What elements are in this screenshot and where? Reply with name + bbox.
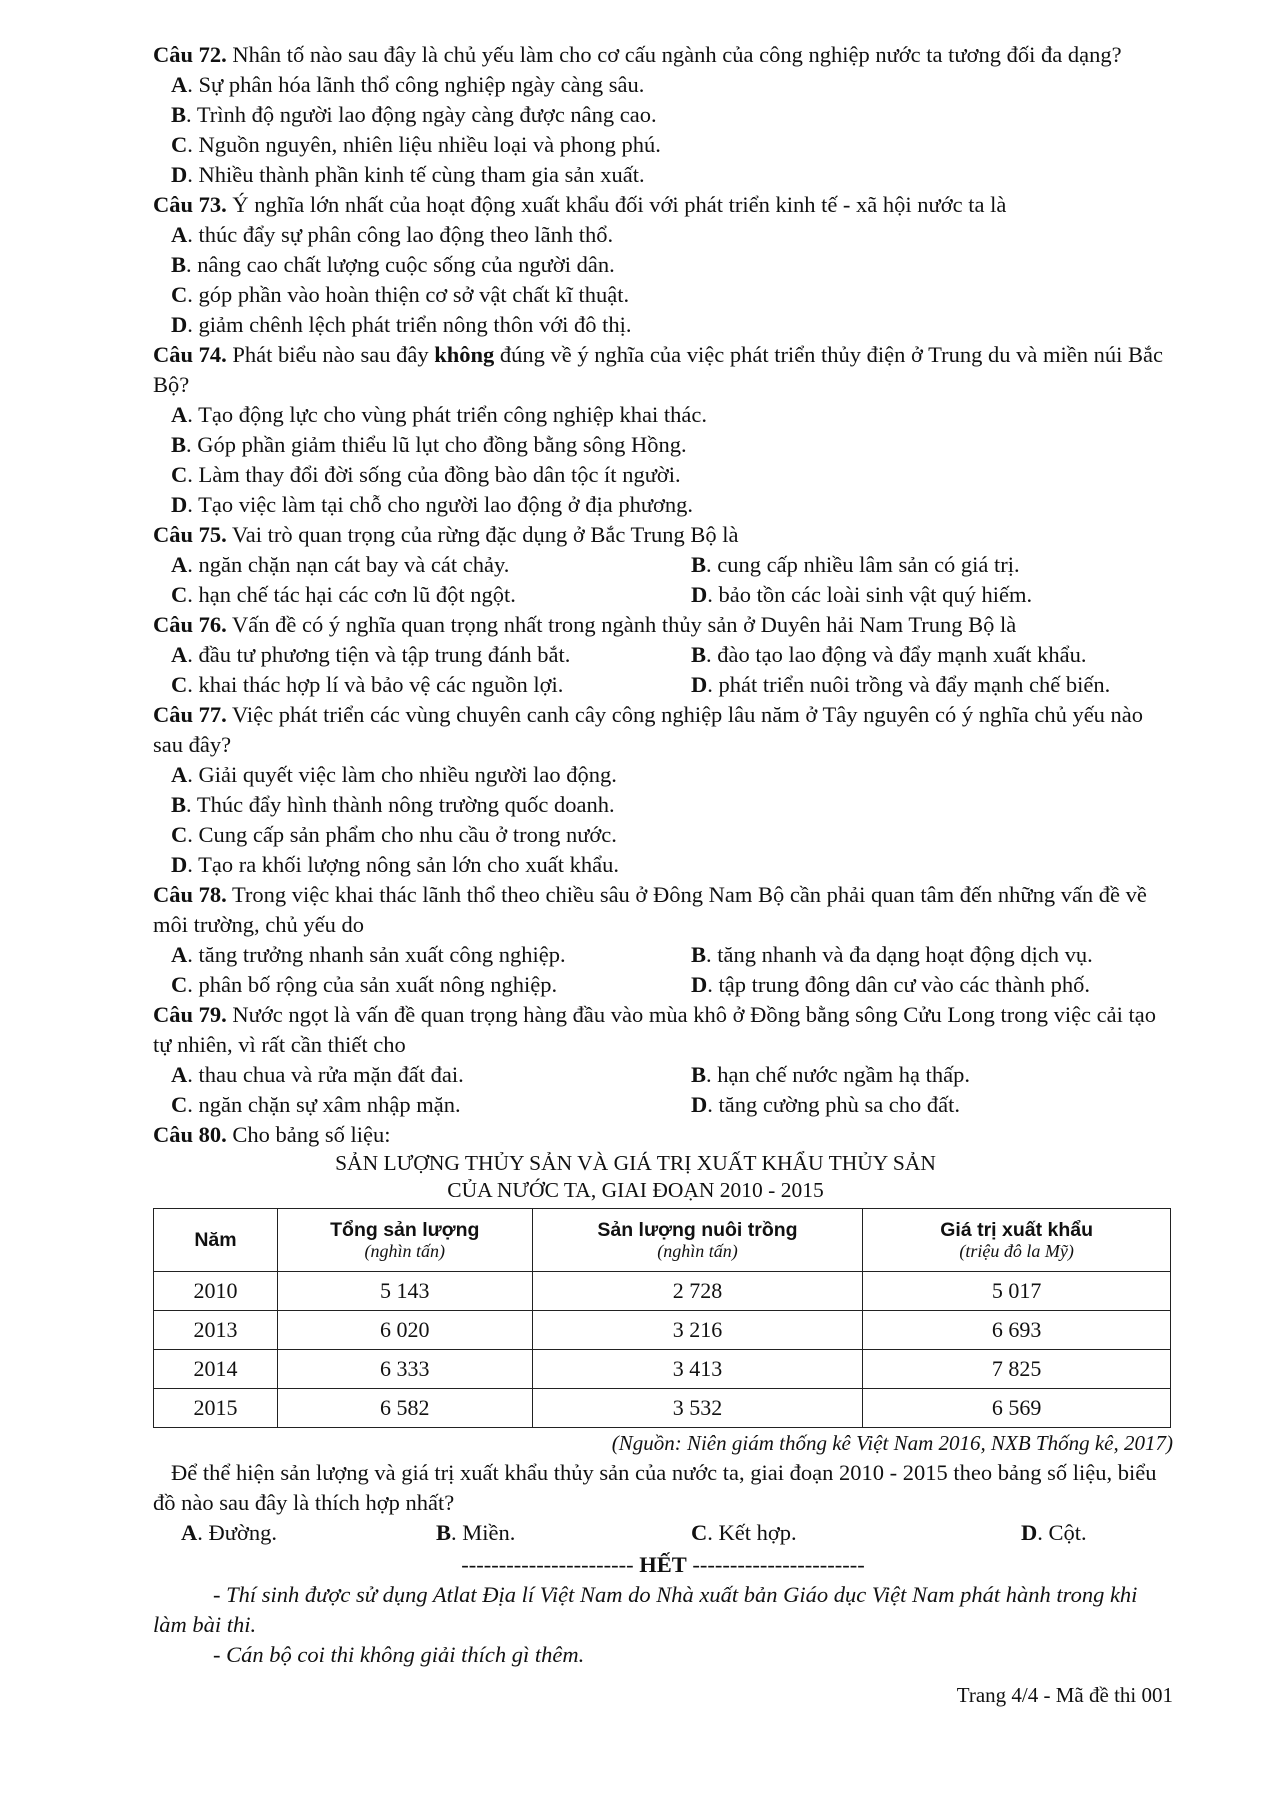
- option-c: C. ngăn chặn sự xâm nhập mặn.: [171, 1092, 461, 1117]
- table-cell: 3 216: [532, 1311, 863, 1350]
- table-title: SẢN LƯỢNG THỦY SẢN VÀ GIÁ TRỊ XUẤT KHẨU THỦY SẢN: [335, 1151, 936, 1175]
- header-aquaculture-output: Sản lượng nuôi trồng (nghìn tấn): [532, 1209, 863, 1272]
- option-b: B. tăng nhanh và đa dạng hoạt động dịch vụ.: [691, 942, 1093, 967]
- emphasis-not: không: [434, 342, 495, 367]
- question-76: [153, 610, 1173, 700]
- option-c: C. Cung cấp sản phẩm cho nhu cầu ở trong nước.: [171, 822, 617, 847]
- option-c: C. Kết hợp.: [691, 1520, 797, 1545]
- option-d: D. tăng cường phù sa cho đất.: [691, 1092, 961, 1117]
- table-header-row: [154, 1209, 1171, 1272]
- question-text: Câu 75. Vai trò quan trọng của rừng đặc dụng ở Bắc Trung Bộ là: [153, 522, 739, 547]
- options-row: [153, 640, 1173, 670]
- question-75: [153, 520, 1173, 610]
- table-source: (Nguồn: Niên giám thống kê Việt Nam 2016, NXB Thống kê, 2017): [611, 1431, 1173, 1455]
- option-a: A. đầu tư phương tiện và tập trung đánh bắt.: [171, 642, 571, 667]
- options-row: [153, 940, 1173, 970]
- option-d: D. phát triển nuôi trồng và đẩy mạnh chế biến.: [691, 672, 1111, 697]
- header-total-output: Tổng sản lượng (nghìn tấn): [277, 1209, 532, 1272]
- table-cell: 6 569: [863, 1389, 1171, 1428]
- header-export-value: Giá trị xuất khẩu (triệu đô la Mỹ): [863, 1209, 1171, 1272]
- table-subtitle: CỦA NƯỚC TA, GIAI ĐOẠN 2010 - 2015: [447, 1178, 824, 1202]
- header-year: Năm: [154, 1209, 278, 1272]
- option-a: A. Đường.: [181, 1520, 277, 1545]
- option-b: B. Thúc đẩy hình thành nông trường quốc doanh.: [171, 792, 615, 817]
- options-row: [153, 970, 1173, 1000]
- option-d: D. tập trung đông dân cư vào các thành phố.: [691, 972, 1090, 997]
- table-cell: 5 017: [863, 1272, 1171, 1311]
- question-number: Câu 76.: [153, 612, 227, 637]
- question-text: Câu 79. Nước ngọt là vấn đề quan trọng hàng đầu vào mùa khô ở Đồng bằng sông Cửu Long trong việc cải tạo tự nhiên, vì rất cần thiết cho: [153, 1002, 1157, 1057]
- table-cell: 3 532: [532, 1389, 863, 1428]
- option-a: A. thúc đẩy sự phân công lao động theo lãnh thổ.: [171, 222, 614, 247]
- table-cell: 7 825: [863, 1350, 1171, 1389]
- option-c: C. Làm thay đổi đời sống của đồng bào dân tộc ít người.: [171, 462, 681, 487]
- option-a: A. thau chua và rửa mặn đất đai.: [171, 1062, 464, 1087]
- table-cell: 2015: [154, 1389, 278, 1428]
- option-b: B. đào tạo lao động và đẩy mạnh xuất khẩu.: [691, 642, 1087, 667]
- option-b: B. Trình độ người lao động ngày càng được nâng cao.: [171, 102, 657, 127]
- data-table: [153, 1208, 1171, 1428]
- option-a: A. Giải quyết việc làm cho nhiều người lao động.: [171, 762, 617, 787]
- table-cell: 3 413: [532, 1350, 863, 1389]
- question-number: Câu 73.: [153, 192, 227, 217]
- options-row: [153, 670, 1173, 700]
- page-footer: Trang 4/4 - Mã đề thi 001: [956, 1683, 1173, 1707]
- table-cell: 6 582: [277, 1389, 532, 1428]
- table-cell: 5 143: [277, 1272, 532, 1311]
- option-b: B. Góp phần giảm thiểu lũ lụt cho đồng bằng sông Hồng.: [171, 432, 687, 457]
- option-b: B. nâng cao chất lượng cuộc sống của người dân.: [171, 252, 615, 277]
- table-cell: 6 333: [277, 1350, 532, 1389]
- question-number: Câu 72.: [153, 42, 227, 67]
- table-cell: 2013: [154, 1311, 278, 1350]
- option-d: D. Cột.: [1021, 1520, 1087, 1545]
- option-c: C. góp phần vào hoàn thiện cơ sở vật chất kĩ thuật.: [171, 282, 630, 307]
- end-marker: ----------------------- HẾT -----------------------: [461, 1552, 865, 1577]
- question-text: Câu 73. Ý nghĩa lớn nhất của hoạt động xuất khẩu đối với phát triển kinh tế - xã hội nước ta là: [153, 192, 1007, 217]
- option-a: A. ngăn chặn nạn cát bay và cát chảy.: [171, 552, 510, 577]
- option-d: D. Tạo ra khối lượng nông sản lớn cho xuất khẩu.: [171, 852, 620, 877]
- question-number: Câu 77.: [153, 702, 227, 727]
- question-number: Câu 75.: [153, 522, 227, 547]
- question-number: Câu 78.: [153, 882, 227, 907]
- question-74: [153, 340, 1173, 520]
- question-number: Câu 74.: [153, 342, 227, 367]
- options-row: [153, 1518, 1173, 1548]
- option-d: D. Nhiều thành phần kinh tế cùng tham gia sản xuất.: [171, 162, 645, 187]
- option-d: D. bảo tồn các loài sinh vật quý hiếm.: [691, 582, 1033, 607]
- option-b: B. cung cấp nhiều lâm sản có giá trị.: [691, 552, 1020, 577]
- question-73: [153, 190, 1173, 340]
- table-row: [154, 1350, 1171, 1389]
- table-cell: 2010: [154, 1272, 278, 1311]
- question-number: Câu 79.: [153, 1002, 227, 1027]
- option-b: B. Miền.: [436, 1520, 516, 1545]
- question-prompt: Để thể hiện sản lượng và giá trị xuất khẩu thủy sản của nước ta, giai đoạn 2010 - 2015 theo bảng số liệu, biểu đồ nào sau đây là thích hợp nhất?: [153, 1460, 1157, 1515]
- note-atlas: - Thí sinh được sử dụng Atlat Địa lí Việt Nam do Nhà xuất bản Giáo dục Việt Nam phát hành trong khi làm bài thi.: [153, 1582, 1138, 1637]
- question-text: Câu 72. Nhân tố nào sau đây là chủ yếu làm cho cơ cấu ngành của công nghiệp nước ta tương đối đa dạng?: [153, 42, 1122, 67]
- table-row: [154, 1311, 1171, 1350]
- option-c: C. phân bố rộng của sản xuất nông nghiệp.: [171, 972, 558, 997]
- option-c: C. khai thác hợp lí và bảo vệ các nguồn lợi.: [171, 672, 564, 697]
- table-cell: 6 020: [277, 1311, 532, 1350]
- options-row: [153, 580, 1173, 610]
- option-a: A. Sự phân hóa lãnh thổ công nghiệp ngày càng sâu.: [171, 72, 645, 97]
- question-text: Câu 74. Phát biểu nào sau đây không đúng về ý nghĩa của việc phát triển thủy điện ở Trung du và miền núi Bắc Bộ?: [153, 342, 1163, 397]
- table-cell: 6 693: [863, 1311, 1171, 1350]
- options-row: [153, 1060, 1173, 1090]
- table-row: [154, 1389, 1171, 1428]
- question-79: [153, 1000, 1173, 1120]
- question-text: Câu 76. Vấn đề có ý nghĩa quan trọng nhất trong ngành thủy sản ở Duyên hải Nam Trung Bộ là: [153, 612, 1017, 637]
- question-number: Câu 80.: [153, 1122, 227, 1147]
- option-a: A. tăng trưởng nhanh sản xuất công nghiệp.: [171, 942, 566, 967]
- option-c: C. hạn chế tác hại các cơn lũ đột ngột.: [171, 582, 516, 607]
- question-text: Câu 80. Cho bảng số liệu:: [153, 1122, 391, 1147]
- exam-notes: [153, 1580, 1173, 1670]
- question-72: [153, 40, 1173, 190]
- question-text: Câu 77. Việc phát triển các vùng chuyên canh cây công nghiệp lâu năm ở Tây nguyên có ý nghĩa chủ yếu nào sau đây?: [153, 702, 1144, 757]
- option-d: D. Tạo việc làm tại chỗ cho người lao động ở địa phương.: [171, 492, 694, 517]
- option-d: D. giảm chênh lệch phát triển nông thôn với đô thị.: [171, 312, 632, 337]
- table-cell: 2 728: [532, 1272, 863, 1311]
- table-cell: 2014: [154, 1350, 278, 1389]
- exam-page: [153, 40, 1173, 1710]
- option-c: C. Nguồn nguyên, nhiên liệu nhiều loại và phong phú.: [171, 132, 661, 157]
- question-text: Câu 78. Trong việc khai thác lãnh thổ theo chiều sâu ở Đông Nam Bộ cần phải quan tâm đến những vấn đề về môi trường, chủ yếu do: [153, 882, 1147, 937]
- table-row: [154, 1272, 1171, 1311]
- option-b: B. hạn chế nước ngầm hạ thấp.: [691, 1062, 971, 1087]
- question-80: [153, 1120, 1173, 1548]
- option-a: A. Tạo động lực cho vùng phát triển công nghiệp khai thác.: [171, 402, 708, 427]
- options-row: [153, 550, 1173, 580]
- question-77: [153, 700, 1173, 880]
- question-78: [153, 880, 1173, 1000]
- note-proctor: - Cán bộ coi thi không giải thích gì thêm.: [213, 1642, 585, 1667]
- options-row: [153, 1090, 1173, 1120]
